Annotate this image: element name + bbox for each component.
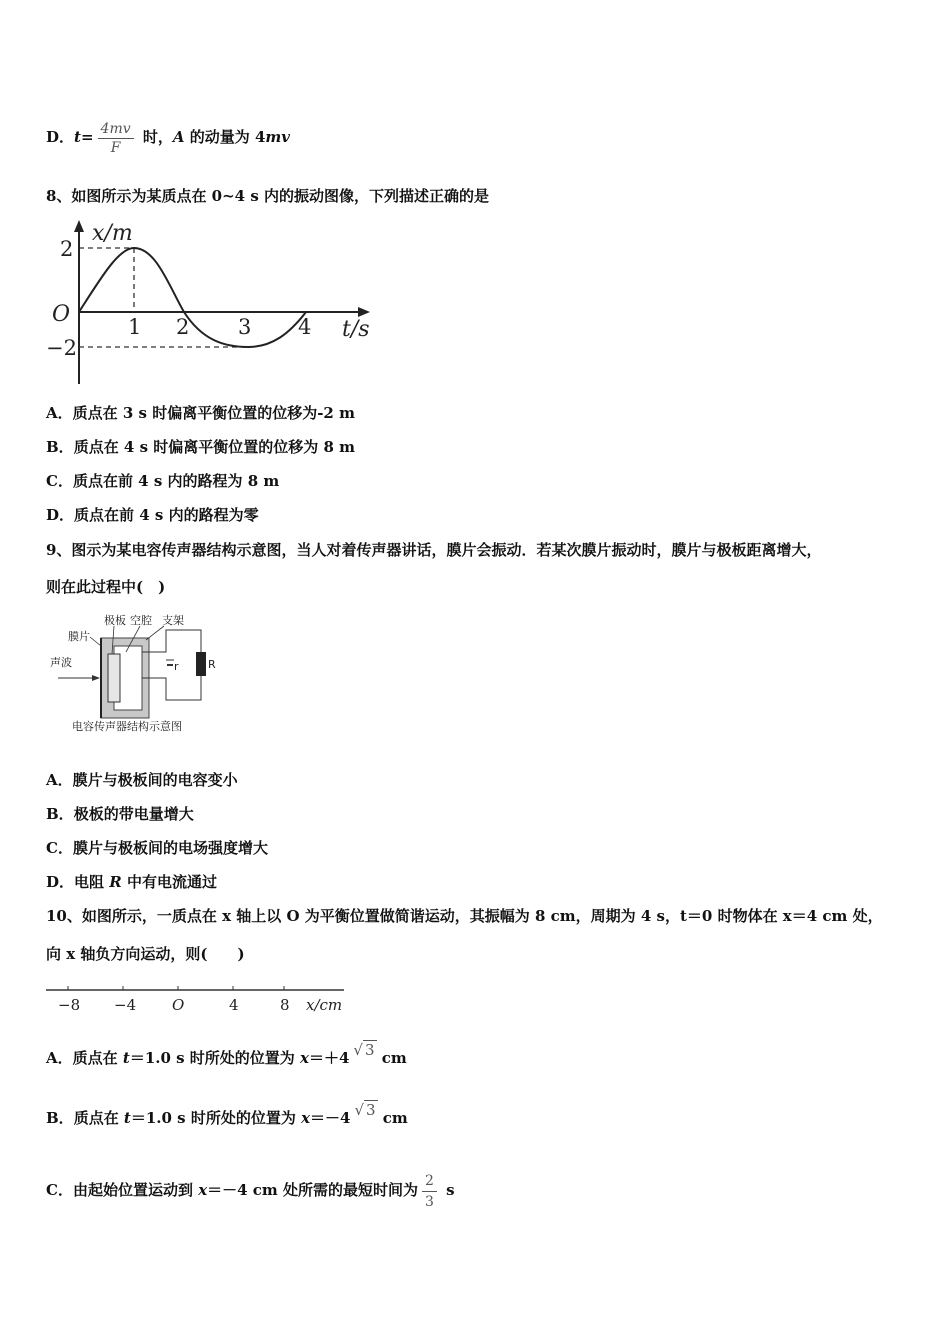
y-tick-label: 2 [60, 237, 74, 261]
q10-number-line [44, 980, 354, 1016]
label-support: 支架 [162, 614, 184, 627]
option-label: C． [46, 1181, 73, 1199]
tick-label: 4 [229, 996, 239, 1014]
option-text: 质点在 [72, 1049, 123, 1067]
option-text: 时， [137, 128, 173, 146]
option-label: D． [46, 506, 75, 524]
q9-option-d [46, 872, 217, 892]
option-text: 极板的带电量增大 [73, 805, 194, 823]
unit: s [440, 1181, 455, 1199]
x-variable: x [300, 1049, 309, 1067]
option-text: 质点在前 4 s 内的路程为零 [74, 506, 259, 524]
x-tick-label: 2 [176, 315, 190, 339]
option-text: 膜片与极板间的电场强度增大 [72, 839, 268, 857]
label-cavity: 空腔 [130, 614, 152, 627]
q10-option-c [46, 1156, 455, 1224]
diagram-caption: 电容传声器结构示意图 [72, 720, 182, 733]
option-text: 质点在 [73, 1109, 124, 1127]
leader-support [146, 626, 164, 640]
unit: cm [376, 1049, 407, 1067]
q8-stem: 8、如图所示为某质点在 0~4 s 内的振动图像，下列描述正确的是 [46, 187, 489, 205]
q9-microphone-diagram [46, 612, 246, 742]
axis-label: x/cm [306, 996, 343, 1014]
fraction-2-over-3 [422, 1171, 437, 1212]
option-value: ＝＋4 [308, 1049, 350, 1067]
option-text: 由起始位置运动到 [72, 1181, 199, 1199]
option-text: ＝1.0 s 时所处的位置为 [129, 1049, 301, 1067]
option-label: C． [46, 839, 73, 857]
y-axis-label: x/m [92, 221, 133, 246]
x-variable: x [301, 1109, 311, 1127]
option-label: A． [46, 404, 73, 422]
option-label: C． [46, 472, 73, 490]
q9-stem-line-1: 9、图示为某电容传声器结构示意图，当人对着传声器讲话，膜片会振动．若某次膜片振动时，膜片与极板距离增大， [46, 541, 822, 559]
radicand: 3 [364, 1041, 375, 1059]
tick-label: O [172, 996, 185, 1014]
q7-option-d [46, 102, 290, 172]
unit: cm [377, 1109, 408, 1127]
q9-option-c [46, 838, 268, 858]
label-plate: 极板 [104, 614, 126, 627]
option-label: B． [46, 1109, 74, 1127]
option-text: ＝1.0 s 时所处的位置为 [130, 1109, 302, 1127]
leader-membrane [90, 637, 101, 646]
q10-option-b [46, 1100, 408, 1136]
option-label: B． [46, 805, 74, 823]
x-tick-label: 1 [128, 315, 142, 339]
option-text: 膜片与极板间的电容变小 [72, 771, 238, 789]
option-text: 的动量为 4 [184, 128, 266, 146]
x-tick-label: 4 [298, 315, 312, 339]
sqrt-3: √ 3 [353, 1041, 375, 1059]
option-label: D． [46, 128, 75, 146]
q9-stem-line-2: 则在此过程中( ) [46, 578, 166, 596]
label-membrane: 膜片 [68, 630, 90, 643]
resistor-R [196, 652, 206, 676]
q10-option-a [46, 1040, 407, 1076]
option-text: 中有电流通过 [121, 873, 217, 891]
mv-variable: mv [265, 128, 290, 146]
sound-wave-arrowhead [92, 675, 100, 681]
label-R: R [208, 658, 216, 671]
q8-option-d [46, 505, 259, 525]
t-variable: t [123, 1109, 131, 1127]
option-value: ＝－4 [310, 1109, 351, 1127]
q9-option-b [46, 804, 194, 824]
r-variable: R [109, 873, 122, 891]
tick-label: −8 [58, 996, 81, 1014]
option-text: ＝－4 cm 处所需的最短时间为 [207, 1181, 419, 1199]
x-axis-arrow [358, 307, 370, 317]
x-tick-label: 3 [238, 315, 252, 339]
label-sound-wave: 声波 [50, 656, 72, 669]
option-text: 电阻 [74, 873, 110, 891]
radicand: 3 [366, 1101, 376, 1119]
plate [108, 654, 120, 702]
option-text: 质点在 4 s 时偏离平衡位置的位移为 8 m [73, 438, 355, 456]
q8-option-a [46, 403, 355, 423]
a-variable: A [172, 128, 185, 146]
origin-label: O [52, 302, 71, 327]
y-axis-arrow [74, 220, 84, 232]
label-r: r [174, 660, 179, 673]
t-variable: t [74, 128, 81, 146]
circuit-wire-bottom [142, 676, 201, 700]
sine-curve [79, 248, 306, 347]
fraction-numerator: 4mv [98, 120, 134, 139]
option-label: A． [46, 771, 73, 789]
x-axis-label: t/s [342, 317, 370, 342]
q10-stem-line-1: 10、如图所示，一质点在 x 轴上以 O 为平衡位置做简谐运动，其振幅为 8 cm，周期为 4 s，t＝0 时物体在 x＝4 cm 处， [46, 907, 883, 925]
tick-label: 8 [280, 996, 290, 1014]
q8-vibration-graph [44, 216, 384, 388]
option-label: A． [46, 1049, 73, 1067]
x-variable: x [198, 1181, 208, 1199]
fraction-denominator: 3 [425, 1193, 434, 1210]
q9-option-a [46, 770, 238, 790]
option-label: D． [46, 873, 75, 891]
q10-stem-line-2: 向 x 轴负方向运动，则( ) [46, 945, 245, 963]
q8-option-c [46, 471, 279, 491]
fraction-denominator: F [110, 139, 121, 156]
tick-label: −4 [114, 996, 137, 1014]
circuit-wire-top [142, 630, 201, 652]
t-variable: t [122, 1049, 130, 1067]
y-tick-label: −2 [46, 336, 77, 360]
option-label: B． [46, 438, 74, 456]
fraction-4mv-over-F [98, 120, 134, 157]
option-text: 质点在前 4 s 内的路程为 8 m [72, 472, 280, 490]
q8-option-b [46, 437, 355, 457]
sqrt-3: √ 3 [354, 1101, 376, 1119]
fraction-numerator: 2 [422, 1171, 437, 1192]
option-text: 质点在 3 s 时偏离平衡位置的位移为-2 m [72, 404, 355, 422]
equals-sign: = [80, 128, 94, 146]
